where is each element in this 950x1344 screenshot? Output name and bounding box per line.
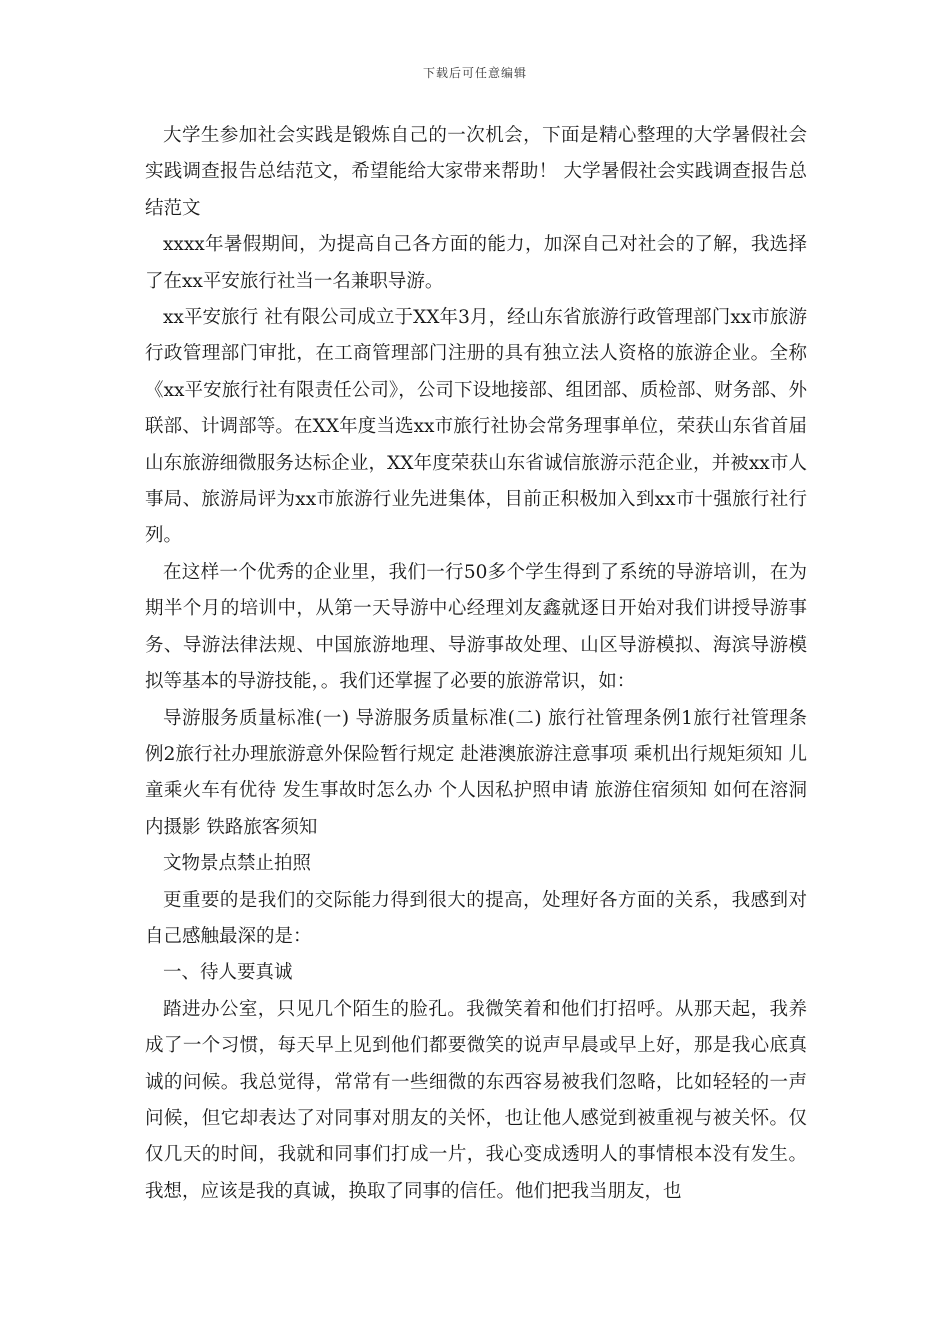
paragraph-knowledge-list: 导游服务质量标准(一) 导游服务质量标准(二) 旅行社管理条例1旅行社管理条例2旅行社办理旅游意外保险暂行规定 赴港澳旅游注意事项 乘机出行规矩须知 儿童乘火车有优待 发生事故时怎么办 个人因私护照申请 旅游住宿须知 如何在溶洞内摄影 铁路旅客须知 [145,707,807,838]
page-header: 下载后可任意编辑 [422,66,527,80]
paragraph-training: 在这样一个优秀的企业里，我们一行50多个学生得到了系统的导游培训，在为期半个月的培训中，从第一天导游中心经理刘友鑫就逐日开始对我们讲授导游事务、导游法律法规、中国旅游地理、导游事故处理、山区导游模拟、海滨导游模拟等基本的导游技能，。我们还掌握了必要的旅游常识，如： [145,561,807,693]
paragraph-summer-job: xxxx年暑假期间，为提高自己各方面的能力，加深自己对社会的了解，我选择了在xx平安旅行社当一名兼职导游。 [145,234,807,292]
paragraph-intro: 大学生参加社会实践是锻炼自己的一次机会，下面是精心整理的大学暑假社会实践调查报告总结范文，希望能给大家带来帮助！ 大学暑假社会实践调查报告总结范文 [145,125,807,219]
paragraph-communication: 更重要的是我们的交际能力得到很大的提高，处理好各方面的关系，我感到对自己感触最深的是： [145,889,807,947]
paragraph-company-intro: xx平安旅行 社有限公司成立于XX年3月，经山东省旅游行政管理部门xx市旅游行政管理部门审批，在工商管理部门注册的具有独立法人资格的旅游企业。全称《xx平安旅行社有限责任公司》，公司下设地接部、组团部、质检部、财务部、外联部、计调部等。在XX年度当选xx市旅行社协会常务理事单位，荣获山东省首届山东旅游细微服务达标企业，XX年度荣获山东省诚信旅游示范企业，并被xx市人事局、旅游局评为xx市旅游行业先进集体，目前正积极加入到xx市十强旅行社行列。 [145,307,807,547]
paragraph-office: 踏进办公室，只见几个陌生的脸孔。我微笑着和他们打招呼。从那天起，我养成了一个习惯，每天早上见到他们都要微笑的说声早晨或早上好，那是我心底真诚的问候。我总觉得，常常有一些细微的东西容易被我们忽略，比如轻轻的一声问候，但它却表达了对同事对朋友的关怀，也让他人感觉到被重视与被关怀。仅仅几天的时间，我就和同事们打成一片，我心变成透明人的事情根本没有发生。我想，应该是我的真诚，换取了同事的信任。他们把我当朋友，也 [145,998,807,1202]
paragraph-photo-rule: 文物景点禁止拍照 [163,853,312,875]
document-body [145,118,807,1210]
section-heading-sincerity: 一、待人要真诚 [163,962,293,984]
